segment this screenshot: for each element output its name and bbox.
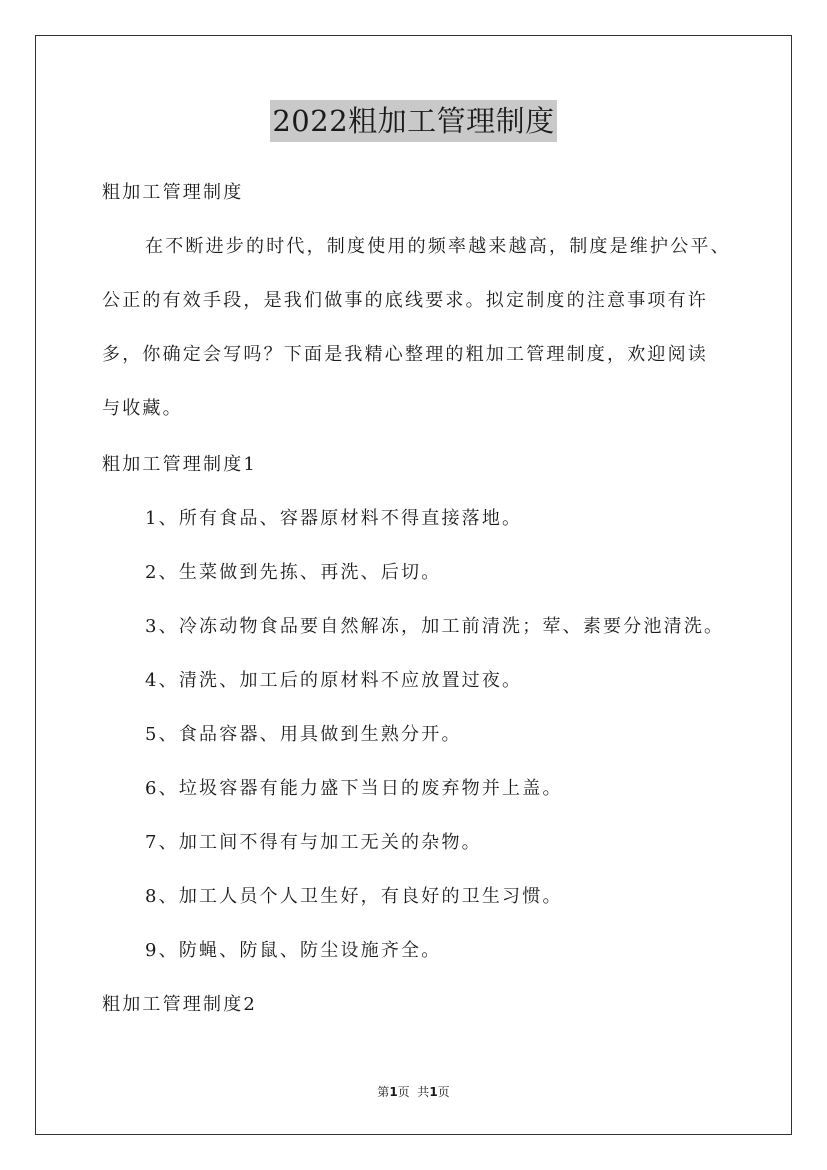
page-footer: [0, 1084, 827, 1100]
section-heading-1: 粗加工管理制度1: [102, 454, 258, 475]
rule-item-1: 1、所有食品、容器原材料不得直接落地。: [145, 508, 523, 529]
rule-item-7: 7、加工间不得有与加工无关的杂物。: [145, 832, 482, 853]
rule-item-6: 6、垃圾容器有能力盛下当日的废弃物并上盖。: [145, 778, 563, 799]
section-heading-2: 粗加工管理制度2: [102, 994, 258, 1015]
rule-item-4: 4、清洗、加工后的原材料不应放置过夜。: [145, 670, 523, 691]
rule-item-8: 8、加工人员个人卫生好，有良好的卫生习惯。: [145, 886, 563, 907]
footer-page-current: 1: [389, 1085, 398, 1099]
footer-page-prefix: 第: [377, 1085, 390, 1099]
footer-page-suffix: 页: [437, 1085, 450, 1099]
intro-line-1: 在不断进步的时代，制度使用的频率越来越高，制度是维护公平、: [145, 236, 731, 257]
rule-item-2: 2、生菜做到先拣、再洗、后切。: [145, 562, 442, 583]
section-heading-main: 粗加工管理制度: [102, 182, 244, 203]
intro-line-3: 多，你确定会写吗？下面是我精心整理的粗加工管理制度，欢迎阅读: [102, 344, 708, 365]
intro-line-2: 公正的有效手段，是我们做事的底线要求。拟定制度的注意事项有许: [102, 290, 708, 311]
document-title: [0, 100, 827, 142]
rule-item-3: 3、冷冻动物食品要自然解冻，加工前清洗；荤、素要分池清洗。: [145, 616, 725, 637]
rule-item-5: 5、食品容器、用具做到生熟分开。: [145, 724, 462, 745]
intro-line-4: 与收藏。: [102, 398, 183, 419]
document-title-text: 2022粗加工管理制度: [270, 100, 556, 142]
footer-page-mid: 页 共: [397, 1085, 430, 1099]
footer-page-total: 1: [429, 1085, 438, 1099]
rule-item-9: 9、防蝇、防鼠、防尘设施齐全。: [145, 940, 442, 961]
